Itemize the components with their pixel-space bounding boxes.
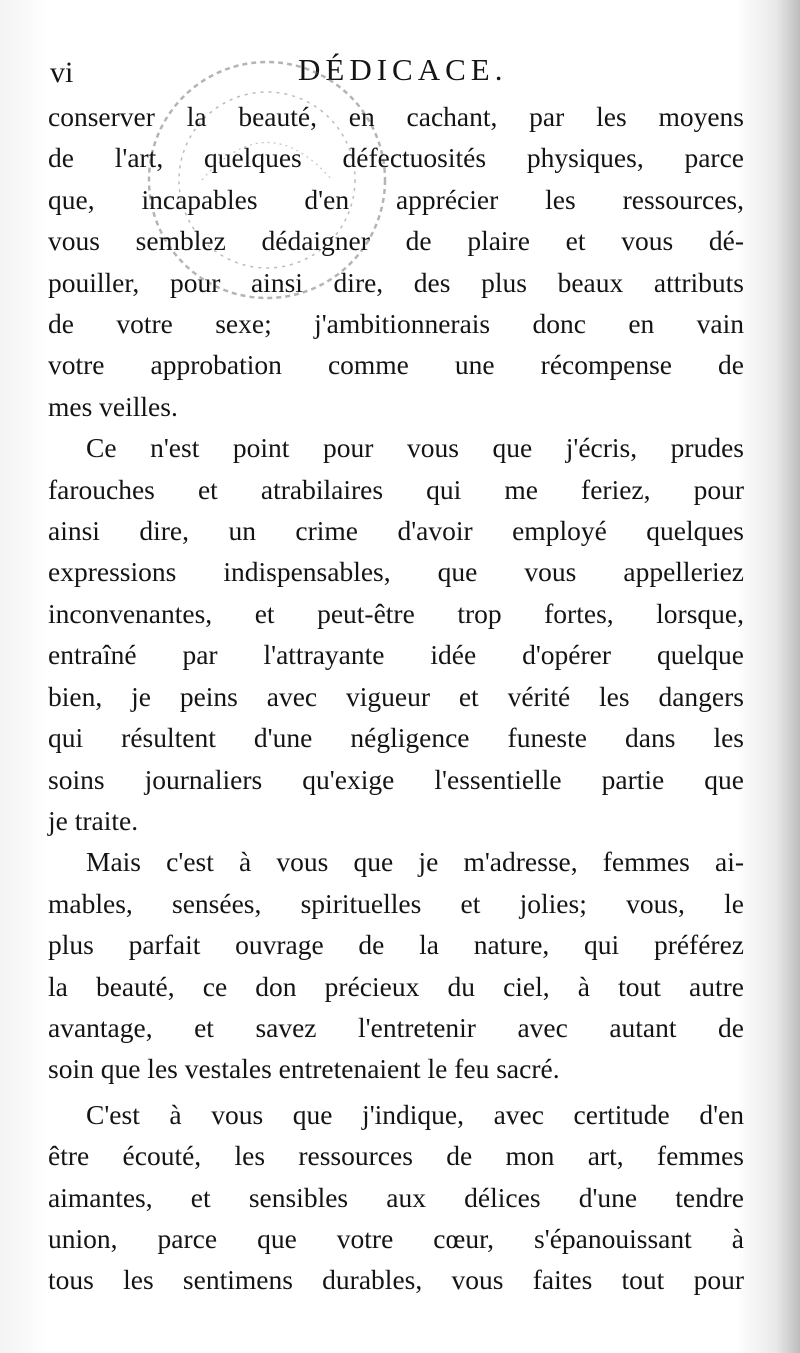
text-line: union, parce que votre cœur, s'épanouissant à: [48, 1222, 744, 1254]
text-line: mes veilles.: [48, 390, 178, 422]
text-line: bien, je peins avec vigueur et vérité les dangers: [48, 680, 744, 712]
text-line: conserver la beauté, en cachant, par les moyens: [48, 101, 744, 132]
text-line: de l'art, quelques défectuosités physiques, parce: [48, 142, 744, 174]
text-line: farouches et atrabilaires qui me feriez, pour: [48, 473, 744, 505]
text-line: que, incapables d'en apprécier les ressources,: [48, 183, 744, 215]
text-line: mables, sensées, spirituelles et jolies; vous, le: [48, 887, 744, 919]
text-line: la beauté, ce don précieux du ciel, à tout autre: [48, 970, 744, 1002]
text-line: pouiller, pour ainsi dire, des plus beaux attributs: [48, 266, 744, 298]
page-header: [48, 52, 748, 92]
text-line: avantage, et savez l'entretenir avec autant de: [48, 1011, 744, 1043]
text-line: Ce n'est point pour vous que j'écris, prudes: [86, 432, 744, 464]
text-line: être écouté, les ressources de mon art, femmes: [48, 1140, 744, 1172]
text-line: expressions indispensables, que vous appelleriez: [48, 556, 744, 588]
text-line: ainsi dire, un crime d'avoir employé quelques: [48, 515, 744, 547]
text-line: vous semblez dédaigner de plaire et vous dé-: [48, 225, 744, 257]
text-line: qui résultent d'une négligence funeste dans les: [48, 722, 744, 754]
text-line: aimantes, et sensibles aux délices d'une tendre: [48, 1181, 744, 1213]
text-line: je traite.: [48, 804, 139, 836]
text-line: soin que les vestales entretenaient le feu sacré.: [48, 1053, 560, 1085]
body-text: [48, 96, 744, 1301]
text-line: entraîné par l'attrayante idée d'opérer quelque: [48, 639, 744, 671]
text-line: inconvenantes, et peut-être trop fortes, lorsque,: [48, 597, 744, 629]
paragraph-4: [48, 1094, 744, 1301]
running-title: DÉDICACE.: [298, 52, 508, 87]
text-line: C'est à vous que j'indique, avec certitude d'en: [86, 1098, 744, 1130]
text-line: plus parfait ouvrage de la nature, qui préférez: [48, 929, 744, 961]
paragraph-2: [48, 427, 744, 841]
text-line: de votre sexe; j'ambitionnerais donc en vain: [48, 308, 744, 340]
page-number: vi: [50, 56, 74, 89]
text-line: Mais c'est à vous que je m'adresse, femmes ai-: [86, 846, 744, 878]
text-line: votre approbation comme une récompense de: [48, 349, 744, 381]
paragraph-3: [48, 841, 744, 1089]
text-line: soins journaliers qu'exige l'essentielle partie que: [48, 763, 744, 795]
text-line: tous les sentimens durables, vous faites tout pour: [48, 1264, 744, 1296]
paragraph-1: [48, 96, 744, 427]
